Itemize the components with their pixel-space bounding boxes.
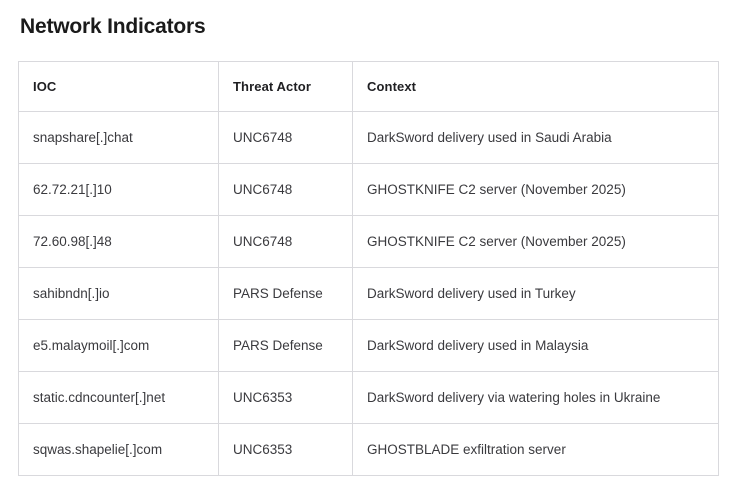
column-header-ioc: IOC (19, 62, 219, 112)
cell-threat-actor: UNC6748 (219, 112, 353, 164)
table-header (19, 62, 719, 112)
table-row (19, 216, 719, 268)
table-row (19, 372, 719, 424)
cell-ioc: sahibndn[.]io (19, 268, 219, 320)
cell-threat-actor: UNC6748 (219, 164, 353, 216)
cell-context: DarkSword delivery used in Turkey (353, 268, 719, 320)
cell-threat-actor: PARS Defense (219, 268, 353, 320)
cell-context: DarkSword delivery used in Malaysia (353, 320, 719, 372)
cell-context: GHOSTBLADE exfiltration server (353, 424, 719, 476)
cell-threat-actor: UNC6353 (219, 372, 353, 424)
cell-ioc: static.cdncounter[.]net (19, 372, 219, 424)
table-body (19, 112, 719, 476)
cell-ioc: sqwas.shapelie[.]com (19, 424, 219, 476)
column-header-context: Context (353, 62, 719, 112)
page-title: Network Indicators (20, 15, 206, 38)
cell-ioc: e5.malaymoil[.]com (19, 320, 219, 372)
cell-ioc: 62.72.21[.]10 (19, 164, 219, 216)
table-row (19, 112, 719, 164)
network-indicators-table (18, 61, 719, 476)
table-row (19, 164, 719, 216)
cell-ioc: 72.60.98[.]48 (19, 216, 219, 268)
cell-context: GHOSTKNIFE C2 server (November 2025) (353, 164, 719, 216)
cell-context: DarkSword delivery via watering holes in Ukraine (353, 372, 719, 424)
cell-context: GHOSTKNIFE C2 server (November 2025) (353, 216, 719, 268)
cell-context: DarkSword delivery used in Saudi Arabia (353, 112, 719, 164)
cell-ioc: snapshare[.]chat (19, 112, 219, 164)
table-header-row (19, 62, 719, 112)
table-row (19, 424, 719, 476)
table-row (19, 320, 719, 372)
table-row (19, 268, 719, 320)
cell-threat-actor: PARS Defense (219, 320, 353, 372)
cell-threat-actor: UNC6353 (219, 424, 353, 476)
cell-threat-actor: UNC6748 (219, 216, 353, 268)
column-header-threat-actor: Threat Actor (219, 62, 353, 112)
